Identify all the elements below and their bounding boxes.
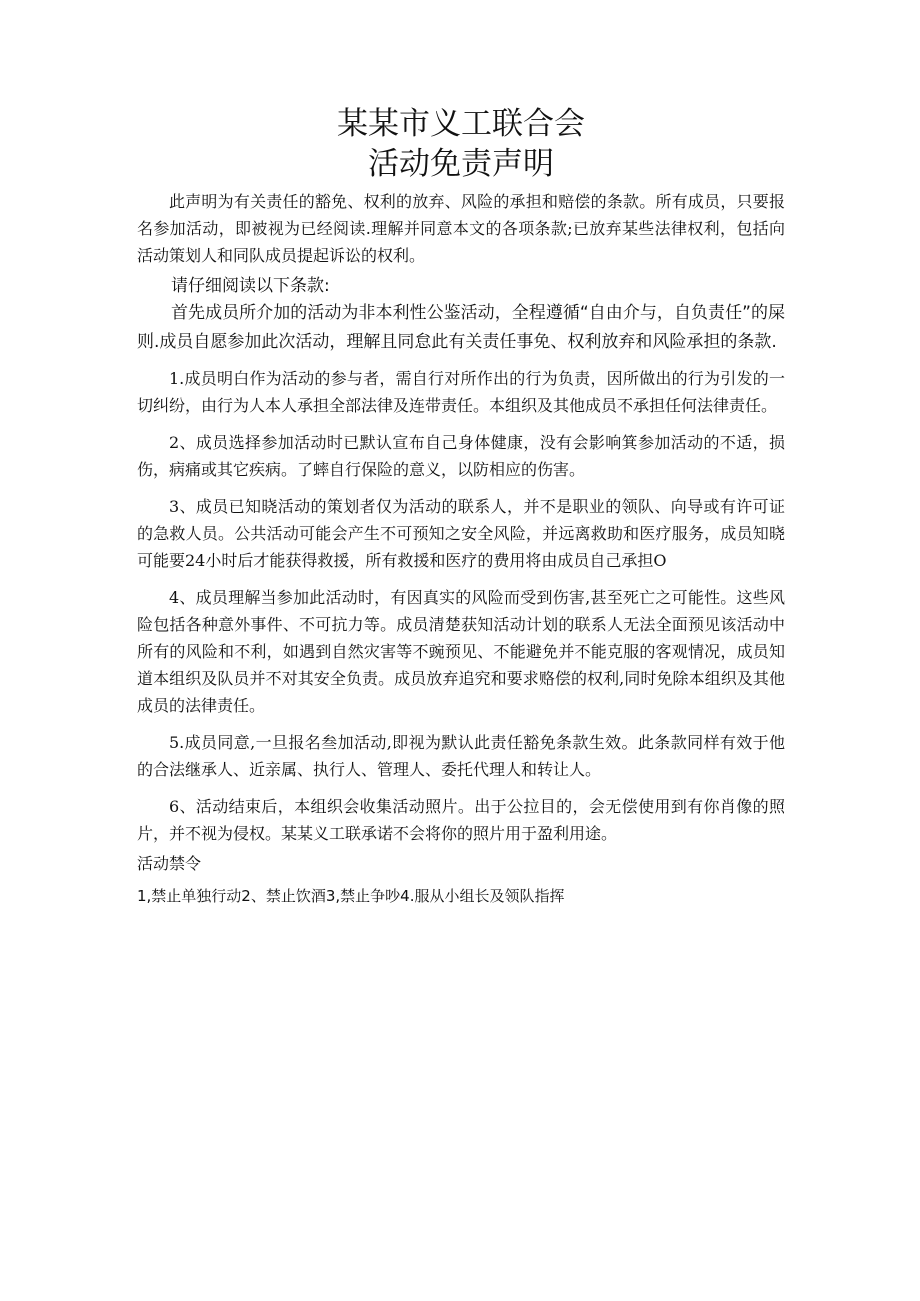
read-prompt: 请仔细阅读以下条款: <box>171 276 330 296</box>
clause-3: 3、成员已知晓活动的策划者仅为活动的联系人，并不是职业的领队、向导或有许可证的急救人员。公共活动可能会产生不可预知之安全风险，并远离救助和医疗服务，成员知晓可能要24小时后才能获得救援，所有救援和医疗的费用将由成员自己承担O <box>137 497 785 570</box>
intro-paragraph: 此声明为有关责任的豁免、权利的放弃、风险的承担和赔偿的条款。所有成员，只要报名参加活动，即被视为已经阅读.理解并同意本文的各项条款;已放弃某些法律权利，包括向活动策划人和同队成员提起诉讼的权利。 <box>137 192 785 265</box>
document-title-line2: 活动免责声明 <box>368 146 554 182</box>
clause-5: 5.成员同意,一旦报名叁加活动,即视为默认此责任豁免条款生效。此条款同样有效于他的合法继承人、近亲属、执行人、管理人、委托代理人和转让人。 <box>137 733 785 779</box>
principle-paragraph: 首先成员所介加的活动为非本利性公鉴活动，全程遵循“自由介与，自负责任”的屎则.成员自愿参加此次活动，理解且同怠此有关责任事免、权利放弃和风险承担的条款. <box>137 303 785 352</box>
clause-1: 1.成员明白作为活动的参与者，需自行对所作出的行为负责，因所做出的行为引发的一切纠纷，由行为人本人承担全部法律及连带责任。本组织及其他成员不承担任何法律责任。 <box>137 369 785 415</box>
prohibitions-heading: 活动禁令 <box>137 854 202 873</box>
prohibitions-list: 1,禁止单独行动2、禁止饮酒3,禁止争吵4.服从小组长及领队指挥 <box>137 887 565 905</box>
clause-2: 2、成员选择参加活动时已默认宣布自己身体健康，没有会影响箕参加活动的不适，损伤，病痛或其它疾病。了蟀自行保险的意义，以防相应的伤害。 <box>137 433 785 479</box>
document-title-line1: 某某市义工联合会 <box>337 106 585 142</box>
document-page <box>137 104 785 909</box>
clause-6: 6、活动结束后，本组织会收集活动照片。出于公拉目的，会无偿使用到有你肖像的照片，并不视为侵权。某某义工联承诺不会将你的照片用于盈利用途。 <box>137 797 785 843</box>
title-block <box>137 104 785 184</box>
clause-4: 4、成员理解当参加此活动时，有因真实的风险而受到伤害,甚至死亡之可能性。这些风险包括各种意外事件、不可抗力等。成员清楚获知活动计划的联系人无法全面预见该活动中所有的风险和不利，如遇到自然灾害等不豌预见、不能避免并不能克服的客观情况，成员知道本组织及队员并不对其安全负责。成员放弃追究和要求赂偿的权利,同时免除本组织及其他成员的法律责任。 <box>137 588 785 715</box>
